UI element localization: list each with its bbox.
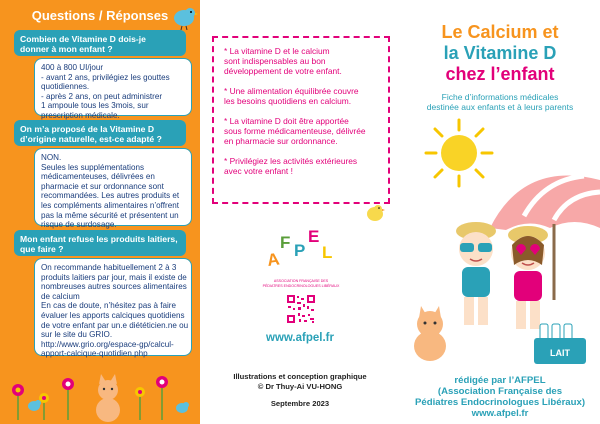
tip-3 <box>224 116 384 147</box>
answer-3-line: évaluer les apports calciques quotidiens <box>41 310 185 320</box>
tip-2 <box>224 86 384 106</box>
answer-3-line: sur le site du GRIO. <box>41 330 113 340</box>
answer-3-line: En cas de doute, n’hésitez pas à faire <box>41 301 176 311</box>
tip-4 <box>224 156 384 176</box>
garden-illustration <box>0 362 200 424</box>
cover-credit-line: (Association Française des <box>437 386 563 397</box>
answer-1-line: 400 à 800 UI/jour <box>41 63 104 72</box>
flower-icon <box>135 387 145 420</box>
tip-line: les besoins quotidiens en calcium. <box>224 96 352 107</box>
answer-3-line: produits laitiers par jour, mais il existe de <box>41 272 187 282</box>
answer-3-line[interactable]: apport-calcique-quotidien.php <box>41 349 148 359</box>
milk-crate-icon <box>532 322 588 366</box>
answer-2 <box>34 148 192 230</box>
afpel-caption-line: ASSOCIATION FRANÇAISE DES <box>273 279 329 283</box>
girl-figure <box>508 226 548 329</box>
answer-2-line: NON. <box>41 153 62 162</box>
answer-1-line: - après 2 ans, on peut administrer <box>41 91 163 101</box>
tip-1 <box>224 46 384 77</box>
cover-subtitle-line: destinée aux enfants et à leurs parents <box>426 102 574 112</box>
flower-icon <box>156 376 168 420</box>
credits <box>200 372 400 392</box>
bird-icon <box>28 400 41 411</box>
answer-2-line: médicamenteuses, délivrées en <box>41 172 155 182</box>
answer-1-line: quotidiennes. <box>41 82 90 92</box>
publication-date: Septembre 2023 <box>270 399 330 408</box>
tip-line: avec votre enfant ! <box>224 166 293 177</box>
svg-text:F: F <box>280 233 291 252</box>
answer-1 <box>34 58 192 120</box>
cover-credit <box>400 375 600 419</box>
question-1 <box>14 30 186 56</box>
question-3-line: que faire ? <box>20 244 64 254</box>
answer-3-line: de votre enfant par un.e diététicien.ne ou <box>41 320 189 330</box>
flower-icon <box>39 393 49 420</box>
answer-3-line: de calcium <box>41 291 80 301</box>
answer-2-line: pharmacie et sur ordonnance sont <box>41 181 164 191</box>
cover-credit-line: Pédiatres Endocrinologues Libéraux) <box>414 397 586 408</box>
question-2-line: d’origine naturelle, est-ce adapté ? <box>20 134 162 144</box>
answer-2-line: risque de surdosage. <box>41 220 117 230</box>
tip-line: développement de votre enfant. <box>224 66 342 77</box>
chick-icon <box>364 202 386 222</box>
afpel-logo-mark <box>262 218 340 274</box>
answer-3-line: nombreuses autres sources alimentaires <box>41 282 187 292</box>
svg-text:P: P <box>294 241 306 260</box>
answer-2-line: Seules les supplémentations <box>41 162 145 172</box>
answer-2-line: les compléments alimentaires n’offrent <box>41 200 179 210</box>
cover-credit-line: rédigée par l’AFPEL <box>454 375 546 386</box>
cat-icon <box>96 374 120 422</box>
question-3-line: Mon enfant refuse les produits laitiers, <box>20 234 178 244</box>
tip-line: sont indispensables au bon <box>224 56 326 67</box>
cover-title-line-3: chez l’enfant <box>445 64 555 84</box>
tip-line: * Privilégiez les activités extérieures <box>224 156 358 166</box>
answer-1-line: 1 ampoule tous les 3mois, sur <box>41 101 149 111</box>
question-2-line: On m’a proposé de la Vitamine D <box>20 124 155 134</box>
tip-line: * Une alimentation équilibrée couvre <box>224 86 359 96</box>
credits-line: © Dr Thuy-Ai VU-HONG <box>257 382 343 391</box>
cover-title-line-2: la Vitamine D <box>443 43 557 63</box>
afpel-url-link[interactable]: www.afpel.fr <box>266 332 334 344</box>
cover-subtitle <box>400 92 600 112</box>
question-1-line: donner à mon enfant ? <box>20 44 113 54</box>
question-3 <box>14 230 186 256</box>
svg-text:E: E <box>308 227 320 246</box>
tip-line: sous forme médicamenteuse, délivrée <box>224 126 366 137</box>
flower-icon <box>12 384 24 420</box>
qa-panel <box>0 0 200 424</box>
question-2 <box>14 120 186 146</box>
answer-1-line: - avant 2 ans, privilégiez les gouttes <box>41 72 170 82</box>
bird-icon <box>176 402 189 413</box>
svg-text:A: A <box>265 249 281 270</box>
question-1-line: Combien de Vitamine D dois-je <box>20 34 146 44</box>
answer-3 <box>34 258 192 359</box>
key-points-box <box>212 36 390 204</box>
tip-line: * La vitamine D et le calcium <box>224 46 330 56</box>
answer-3-line[interactable]: http://www.grio.org/espace-gp/calcul- <box>41 339 174 349</box>
qr-code[interactable] <box>286 294 316 324</box>
milk-label: LAIT <box>550 348 570 358</box>
flower-icon <box>62 378 74 420</box>
qa-title: Questions / Réponses <box>31 8 169 23</box>
answer-2-line: recommandées. Les autres produits et <box>41 191 180 201</box>
tip-line: * La vitamine D doit être apportée <box>224 116 349 126</box>
cover-title-line-1: Le Calcium et <box>441 22 559 42</box>
cat-icon <box>408 306 452 362</box>
boy-figure <box>456 222 496 325</box>
cover-url-link[interactable]: www.afpel.fr <box>471 408 529 419</box>
svg-text:L: L <box>322 243 333 262</box>
cover-subtitle-line: Fiche d’informations médicales <box>441 92 559 102</box>
answer-1-line: prescription médicale. <box>41 110 120 120</box>
afpel-caption-line: PÉDIATRES ENDOCRINOLOGUES LIBÉRAUX <box>262 283 340 288</box>
afpel-logo <box>262 218 340 288</box>
tip-line: en pharmacie sur ordonnance. <box>224 136 338 147</box>
afpel-caption <box>262 279 340 288</box>
answer-2-line: pas la même sécurité et présentent un <box>41 210 179 220</box>
answer-3-line: On recommande habituellement 2 à 3 <box>41 263 177 272</box>
bird-icon <box>170 4 198 30</box>
credits-line: Illustrations et conception graphique <box>233 372 367 381</box>
